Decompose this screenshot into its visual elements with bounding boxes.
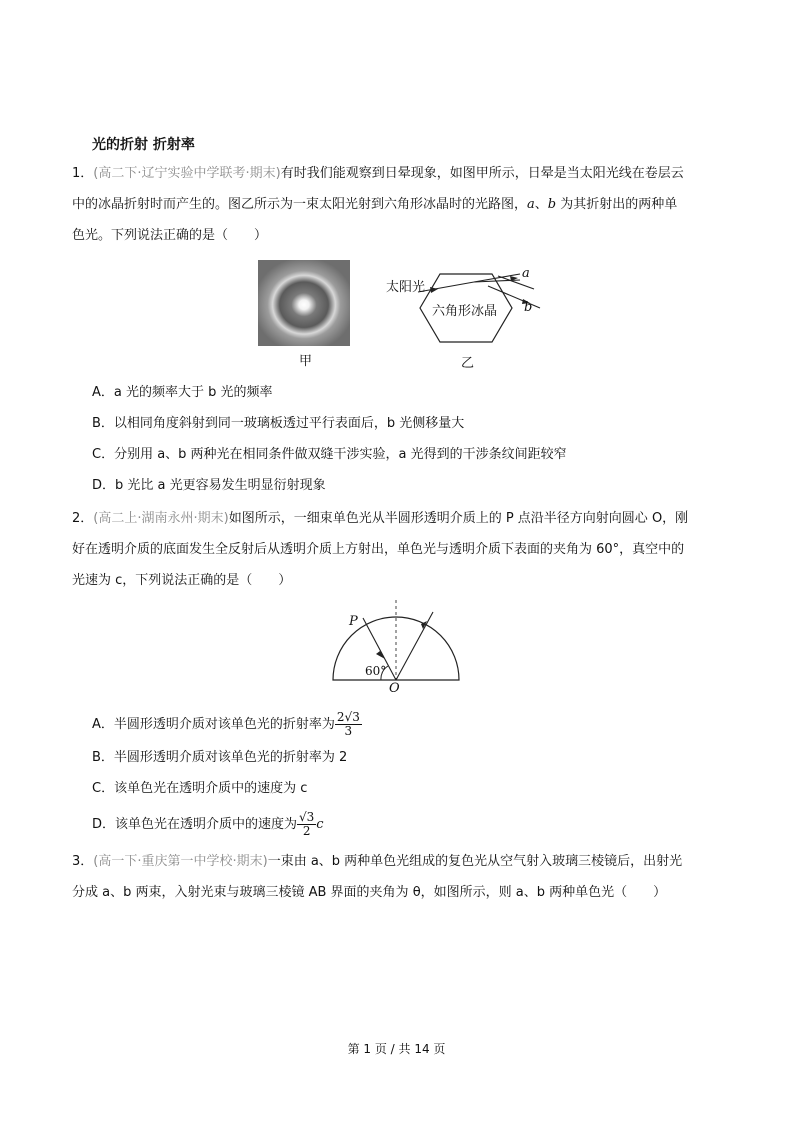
q2-option-d[interactable]: D．该单色光在透明介质中的速度为 $\frac{√3}{2}$ c: [92, 810, 324, 838]
crystal-label: 六角形冰晶: [432, 304, 498, 319]
section-title: 光的折射 折射率: [92, 137, 195, 153]
q2-option-a[interactable]: A．半圆形透明介质对该单色光的折射率为 $\frac{2√3}{3}$: [92, 710, 360, 738]
q1-option-c[interactable]: C．分别用 a、b 两种光在相同条件做双缝干涉实验，a 光得到的干涉条纹间距较窄: [92, 447, 567, 462]
question-number: 1．: [72, 166, 94, 181]
point-o-label: O: [389, 681, 400, 696]
page-footer: 第 1 页 / 共 14 页: [347, 1042, 446, 1056]
ray-a-label: a: [522, 266, 530, 281]
fraction: $\frac{2√3}{3}$: [336, 710, 360, 738]
question-source: (高二上·湖南永州·期末): [93, 511, 229, 526]
fraction: $\frac{√3}{2}$: [299, 810, 315, 838]
question-2-stem: 2．(高二上·湖南永州·期末)如图所示，一细束单色光从半圆形透明介质上的 P 点沿半径方向射向圆心 O，刚 好在透明介质的底面发生全反射后从透明介质上方射出，单色光与透明介质下表面的夹角为 60°，真空中的 光速为 c，下列说法正确的是（ ）: [72, 511, 689, 588]
question-source: (高一下·重庆第一中学校·期末): [93, 854, 268, 869]
question-source: (高二下·辽宁实验中学联考·期末): [93, 166, 281, 181]
q1-option-b[interactable]: B．以相同角度斜射到同一玻璃板透过平行表面后，b 光侧移量大: [92, 416, 465, 431]
question-3-stem: 3．(高一下·重庆第一中学校·期末)一束由 a、b 两种单色光组成的复色光从空气射入玻璃三棱镜后，出射光 分成 a、b 两束，入射光束与玻璃三棱镜 AB 界面的夹角为 θ，如图所示，则 a、b 两种单色光（ ）: [72, 854, 683, 900]
angle-label: 60°: [365, 664, 387, 678]
halo-photo: [258, 260, 350, 346]
q2-option-c[interactable]: C．该单色光在透明介质中的速度为 c: [92, 781, 308, 796]
figure-a-caption: 甲: [299, 354, 313, 369]
question-number: 3．: [72, 854, 94, 869]
q1-option-a[interactable]: A．a 光的频率大于 b 光的频率: [92, 385, 273, 400]
figure-b-caption: 乙: [461, 356, 475, 371]
question-number: 2．: [72, 511, 94, 526]
q2-option-b[interactable]: B．半圆形透明介质对该单色光的折射率为 2: [92, 750, 348, 765]
sunlight-label: 太阳光: [386, 280, 426, 295]
q1-option-d[interactable]: D．b 光比 a 光更容易发生明显衍射现象: [92, 478, 326, 493]
point-p-label: P: [349, 614, 358, 629]
question-1-stem: 1．(高二下·辽宁实验中学联考·期末)有时我们能观察到日晕现象，如图甲所示，日晕是当太阳光线在卷层云 中的冰晶折射时而产生的。图乙所示为一束太阳光射到六角形冰晶时的光路图，a、b 为其折射出的两种单 色光。下列说法正确的是（ ）: [72, 166, 684, 243]
ray-b-label: b: [524, 300, 533, 315]
